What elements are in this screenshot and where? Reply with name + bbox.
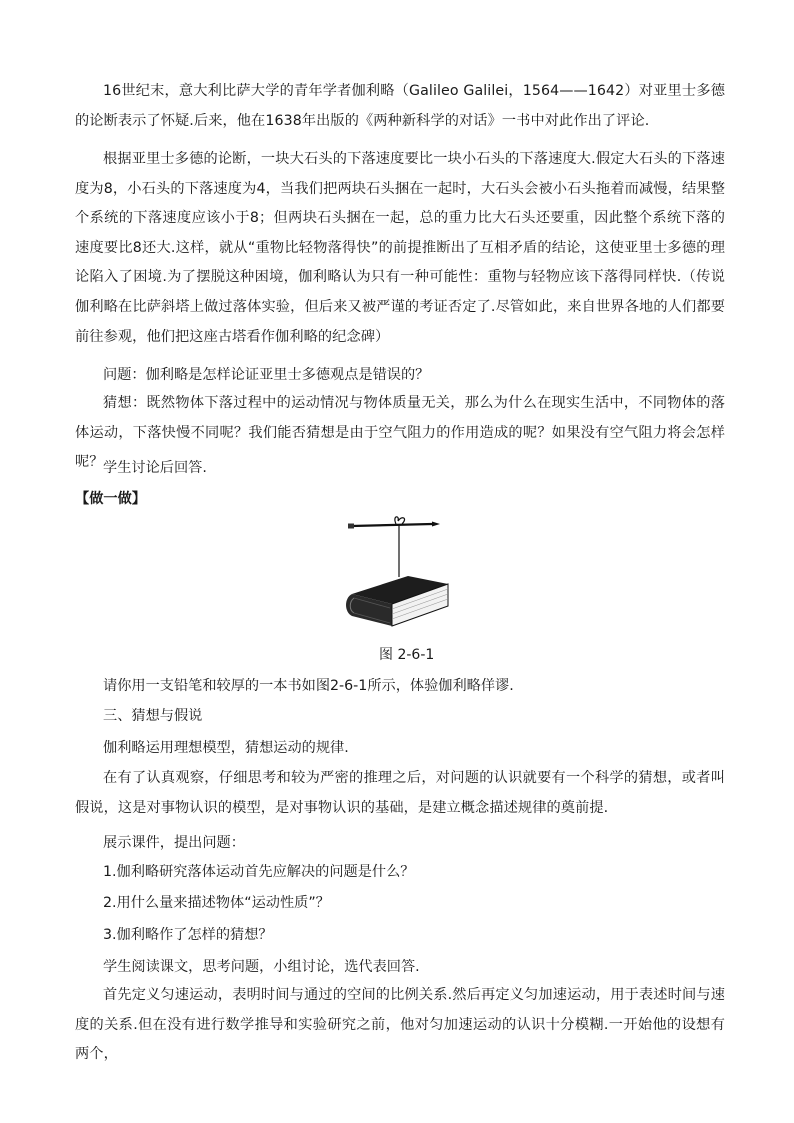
paragraph-student-reading: 学生阅读课文，思考问题，小组讨论，选代表回答.	[103, 959, 420, 975]
pencil-book-figure	[330, 512, 465, 632]
question-item-1: 1.伽利略研究落体运动首先应解决的问题是什么？	[103, 864, 415, 880]
paragraph-scientific-hypothesis: 在有了认真观察，仔细思考和较为严密的推理之后，对问题的认识就要有一个科学的猜想，或者叫假说，这是对事物认识的模型，是对事物认识的基础，是建立概念描述规律的奠前提.	[75, 770, 725, 816]
paragraph-uniform-motion: 首先定义匀速运动，表明时间与通过的空间的比例关系.然后再定义匀加速运动，用于表述时间与速度的关系.但在没有进行数学推导和实验研究之前，他对匀加速运动的认识十分模糊.一开始他的设想有两个，	[75, 987, 725, 1063]
paragraph-aristotle-argument: 根据亚里士多德的论断，一块大石头的下落速度要比一块小石头的下落速度大.假定大石头的下落速度为8，小石头的下落速度为4，当我们把两块石头捆在一起时，大石头会被小石头拖着而减慢，结果整个系统的下落速度应该小于8；但两块石头捆在一起，总的重力比大石头还要重，因此整个系统下落的速度要比8还大.这样，就从“重物比轻物落得快”的前提推断出了互相矛盾的结论，这使亚里士多德的理论陷入了困境.为了摆脱这种困境，伽利略认为只有一种可能性：重物与轻物应该下落得同样快.（传说伽利略在比萨斜塔上做过落体实验，但后来又被严谨的考证否定了.尽管如此，来自世界各地的人们都要前往参观，他们把这座古塔看作伽利略的纪念碑）	[75, 151, 725, 345]
paragraph-conjecture: 猜想：既然物体下落过程中的运动情况与物体质量无关，那么为什么在现实生活中，不同物体的落体运动，下落快慢不同呢？我们能否猜想是由于空气阻力的作用造成的呢？如果没有空气阻力将会怎样呢？	[75, 395, 725, 471]
question-item-2: 2.用什么量来描述物体“运动性质”？	[103, 895, 330, 911]
figure-caption: 图 2-6-1	[379, 647, 435, 663]
paragraph-show-courseware: 展示课件，提出问题：	[103, 835, 245, 851]
paragraph-student-discussion: 学生讨论后回答.	[103, 460, 207, 476]
section-heading-hypothesis: 三、猜想与假说	[103, 708, 203, 724]
paragraph-ideal-model: 伽利略运用理想模型，猜想运动的规律.	[103, 740, 349, 756]
paragraph-galileo-intro: 16世纪末，意大利比萨大学的青年学者伽利略（Galileo Galilei，1564——1642）对亚里士多德的论断表示了怀疑.后来，他在1638年出版的《两种新科学的对话》一书中对此作出了评论.	[75, 83, 725, 129]
paragraph-pencil-book: 请你用一支铅笔和较厚的一本书如图2-6-1所示，体验伽利略佯谬.	[103, 678, 514, 694]
paragraph-question: 问题：伽利略是怎样论证亚里士多德观点是错误的？	[103, 367, 430, 383]
section-heading-try-it: 【做一做】	[75, 491, 146, 507]
question-item-3: 3.伽利略作了怎样的猜想？	[103, 927, 273, 943]
